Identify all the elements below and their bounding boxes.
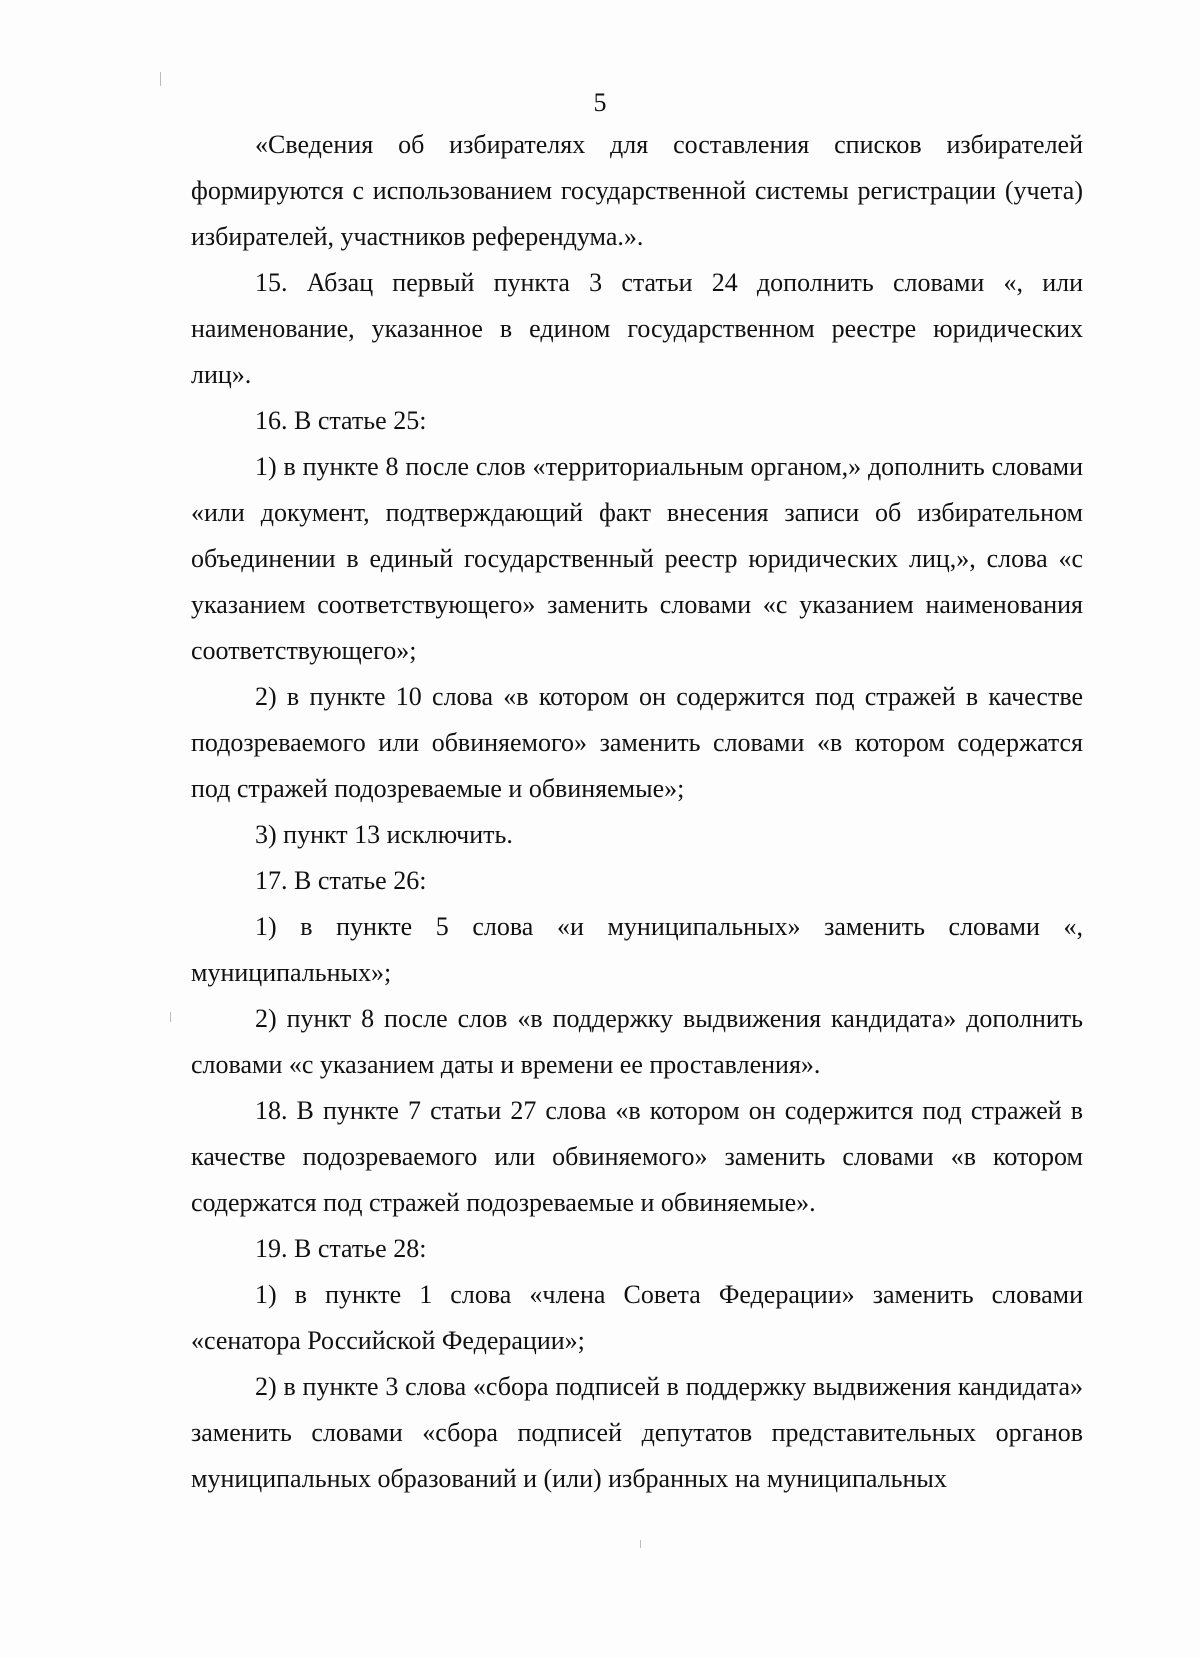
scan-artifact [160, 72, 161, 86]
paragraph-item-17-2: 2) пункт 8 после слов «в поддержку выдвижения кандидата» дополнить словами «с указанием даты и времени ее проставления». [191, 1004, 1083, 1079]
paragraph-item-19-1: 1) в пункте 1 слова «члена Совета Федерации» заменить словами «сенатора Российской Федерации»; [191, 1280, 1083, 1355]
paragraph-item-18: 18. В пункте 7 статьи 27 слова «в котором он содержится под стражей в качестве подозреваемого или обвиняемого» заменить словами «в котором содержатся под стражей подозреваемые и обвиняемые». [191, 1096, 1083, 1217]
page-number: 5 [593, 88, 607, 117]
document-body [191, 122, 1083, 1502]
paragraph-item-19-heading: 19. В статье 28: [255, 1234, 427, 1263]
paragraph-item-17-heading: 17. В статье 26: [255, 866, 427, 895]
paragraph-item-15: 15. Абзац первый пункта 3 статьи 24 дополнить словами «, или наименование, указанное в едином государственном реестре юридических лиц». [191, 268, 1083, 389]
scan-artifact [640, 1540, 641, 1548]
paragraph-voter-info: «Сведения об избирателях для составления списков избирателей формируются с использованием государственной системы регистрации (учета) избирателей, участников референдума.». [191, 130, 1083, 251]
paragraph-item-16-3: 3) пункт 13 исключить. [255, 820, 513, 849]
paragraph-item-16-1: 1) в пункте 8 после слов «территориальным органом,» дополнить словами «или документ, подтверждающий факт внесения записи об избирательном объединении в единый государственный реестр юридических лиц,», слова «с указанием соответствующего» заменить словами «с указанием наименования соответствующего»; [191, 452, 1083, 665]
paragraph-item-19-2: 2) в пункте 3 слова «сбора подписей в поддержку выдвижения кандидата» заменить словами «сбора подписей депутатов представительных органов муниципальных образований и (или) избранных на муниципальных [191, 1372, 1083, 1493]
paragraph-item-17-1: 1) в пункте 5 слова «и муниципальных» заменить словами «, муниципальных»; [191, 912, 1083, 987]
scan-artifact [170, 1012, 171, 1022]
paragraph-item-16-heading: 16. В статье 25: [255, 406, 427, 435]
paragraph-item-16-2: 2) в пункте 10 слова «в котором он содержится под стражей в качестве подозреваемого или обвиняемого» заменить словами «в котором содержатся под стражей подозреваемые и обвиняемые»; [191, 682, 1083, 803]
